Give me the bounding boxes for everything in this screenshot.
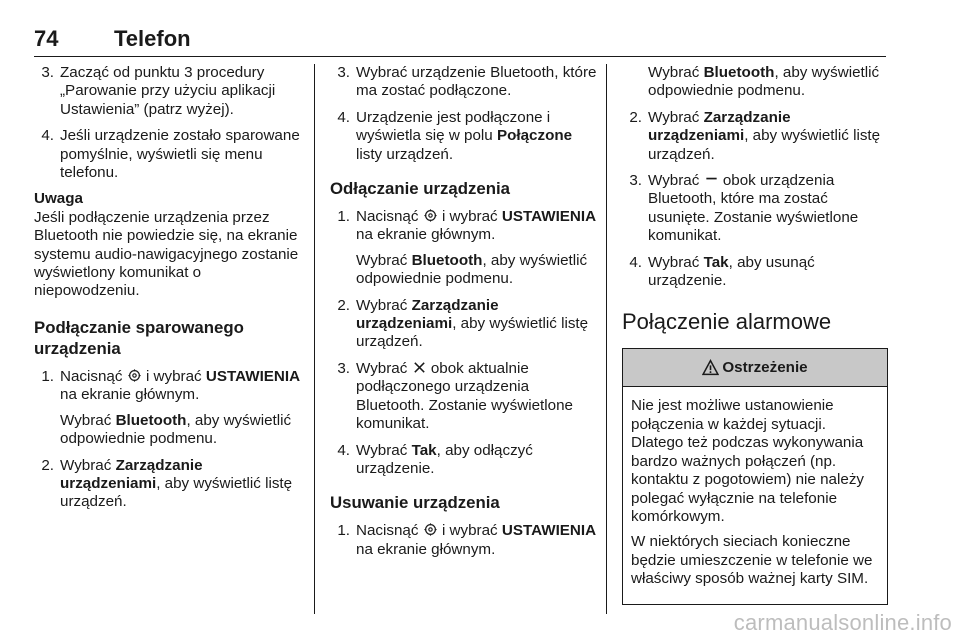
section-title: Odłączanie urządzenia [330, 179, 510, 199]
list-number-blank [622, 64, 648, 101]
warning-paragraph: W niektórych sieciach konieczne będzie umieszczenie w telefonie we właściwy sposób ważnej karty SIM. [631, 533, 873, 588]
text-span: , aby odłączyć urządzenie. [356, 441, 533, 477]
bold-term: Zarządzanie urządzeniami [648, 108, 791, 145]
watermark: carmanualsonline.info [733, 610, 952, 635]
text-span: , aby wyświetlić odpowiednie podmenu. [356, 251, 588, 288]
text-span: , aby wyświetlić odpowiednie podmenu. [60, 411, 292, 448]
text-span: Wybrać [648, 172, 700, 190]
warning-header [623, 349, 887, 387]
section-title-large: Połączenie alarmowe [622, 309, 832, 335]
list-item [330, 208, 600, 289]
text-span: Wybrać [356, 296, 408, 314]
list-text [648, 109, 888, 164]
text-span: obok aktualnie podłączonego urządzenia Bluetooth. Zostanie wyświetlone komunikat. [356, 359, 573, 433]
text-span: i wybrać [145, 367, 202, 385]
warning-label: Ostrzeżenie [722, 358, 808, 376]
home-icon [423, 522, 438, 537]
list-text: Wybrać urządzenie Bluetooth, które ma zostać podłączone. [356, 64, 597, 100]
list-text: Zacząć od punktu 3 procedury „Parowanie przy użyciu aplikacji Ustawienia” (patrz wyżej). [60, 64, 276, 118]
section-title: Podłączanie sparowanego urządzenia [34, 317, 244, 358]
home-icon [423, 208, 438, 223]
list-text [60, 457, 302, 512]
list-text [648, 254, 888, 291]
list-text: Jeśli urządzenie zostało sparowane pomyślnie, wyświetli się menu telefonu. [60, 127, 300, 182]
list-number: 2. [629, 108, 642, 126]
note-title: Uwaga [34, 190, 83, 208]
bold-term: Tak [411, 441, 437, 459]
list-text [60, 368, 302, 449]
text-span: Wybrać [356, 251, 408, 269]
text-span: Wybrać [648, 64, 700, 81]
text-span: Urządzenie jest podłączone i wyświetla się w polu [356, 108, 551, 145]
warning-box [622, 348, 888, 604]
text-span: obok urządzenia Bluetooth, które ma zostać usunięte. Zostanie wyświetlone komunikat. [648, 172, 859, 245]
list-text [356, 208, 600, 289]
page-header [34, 26, 924, 56]
warning-body [623, 387, 887, 603]
warning-paragraph: Nie jest możliwe ustanowienie połączenia w każdej sytuacji. Dlatego też podczas wykonywania bardzo ważnych połączeń (np. kontaktu z pogotowiem) nie należy polegać wyłącznie na telefonie komórkowym. [631, 397, 865, 525]
text-span: , aby usunąć urządzenie. [648, 253, 815, 290]
bold-term: USTAWIENIA [501, 522, 597, 540]
bold-term: Bluetooth [703, 64, 775, 81]
page-number: 74 [34, 26, 59, 51]
header-rule [34, 56, 886, 57]
text-span: Wybrać [60, 456, 112, 474]
list-number: 4. [337, 441, 350, 459]
column-divider [314, 64, 315, 614]
list-text [648, 64, 888, 101]
list-number: 1. [41, 367, 54, 385]
list-text [648, 172, 888, 246]
list-number: 3. [337, 359, 350, 377]
list-item [330, 109, 600, 164]
warning-triangle-icon [702, 359, 719, 376]
text-span: Wybrać [356, 359, 408, 377]
column-divider [606, 64, 607, 614]
list-item [622, 64, 888, 101]
bold-term: Bluetooth [411, 251, 483, 269]
text-span: i wybrać [441, 522, 498, 540]
bold-term: Połączone [496, 127, 573, 145]
list-item [622, 254, 888, 291]
text-span: Nacisnąć [60, 367, 123, 385]
list-item [34, 368, 302, 449]
text-span: Nacisnąć [356, 522, 419, 540]
list-number: 2. [41, 456, 54, 474]
text-span: , aby wyświetlić listę urządzeń. [356, 315, 589, 351]
list-number: 3. [629, 172, 642, 190]
list-number: 1. [337, 208, 350, 226]
list-number: 4. [41, 127, 54, 145]
section-title: Usuwanie urządzenia [330, 493, 500, 513]
text-span: , aby wyświetlić odpowiednie podmenu. [648, 64, 880, 100]
list-number: 4. [337, 108, 350, 126]
list-item [34, 457, 302, 512]
text-span: na ekranie głównym. [356, 226, 496, 244]
list-number: 4. [629, 253, 642, 271]
list-item [330, 297, 600, 352]
text-span: Wybrać [648, 253, 700, 271]
note-text: Jeśli podłączenie urządzenia przez Bluetooth nie powiedzie się, na ekranie systemu audio-nawigacyjnego zostanie wyświetlony komunikat o niepowodzeniu. [34, 208, 299, 300]
bold-term: Tak [703, 253, 729, 271]
list-text [356, 522, 600, 559]
text-span: Wybrać [648, 108, 700, 126]
list-item [34, 127, 302, 182]
text-span: na ekranie głównym. [356, 540, 496, 558]
list-item [622, 172, 888, 246]
close-icon [412, 360, 427, 375]
list-text [356, 360, 600, 434]
sub-step [356, 252, 600, 289]
list-item [330, 442, 600, 479]
column-3 [622, 64, 888, 605]
text-span: Wybrać [356, 441, 408, 459]
text-span: , aby wyświetlić listę urządzeń. [60, 474, 293, 511]
list-item [330, 64, 600, 101]
column-2 [330, 64, 600, 567]
text-span: Nacisnąć [356, 208, 419, 226]
bold-term: USTAWIENIA [205, 367, 301, 385]
list-item [330, 522, 600, 559]
list-text [356, 442, 600, 479]
bold-term: Zarządzanie urządzeniami [60, 456, 203, 492]
list-number: 3. [337, 64, 350, 81]
list-item [34, 64, 302, 119]
column-1 [34, 64, 302, 520]
text-span: , aby wyświetlić listę urządzeń. [648, 127, 881, 163]
list-item [330, 360, 600, 434]
home-icon [127, 368, 142, 383]
list-item [622, 109, 888, 164]
list-number: 3. [41, 64, 54, 81]
sub-step [60, 412, 302, 449]
bold-term: USTAWIENIA [501, 208, 597, 226]
text-span: na ekranie głównym. [60, 386, 200, 404]
list-text [356, 109, 600, 164]
list-number: 1. [337, 522, 350, 540]
list-number: 2. [337, 296, 350, 314]
text-span: listy urządzeń. [356, 145, 454, 163]
list-text [356, 297, 600, 352]
text-span: i wybrać [441, 208, 498, 226]
chapter-title: Telefon [114, 26, 191, 51]
bold-term: Bluetooth [115, 411, 187, 429]
bold-term: Zarządzanie urządzeniami [356, 296, 499, 333]
minus-icon [704, 172, 719, 187]
text-span: Wybrać [60, 411, 112, 429]
